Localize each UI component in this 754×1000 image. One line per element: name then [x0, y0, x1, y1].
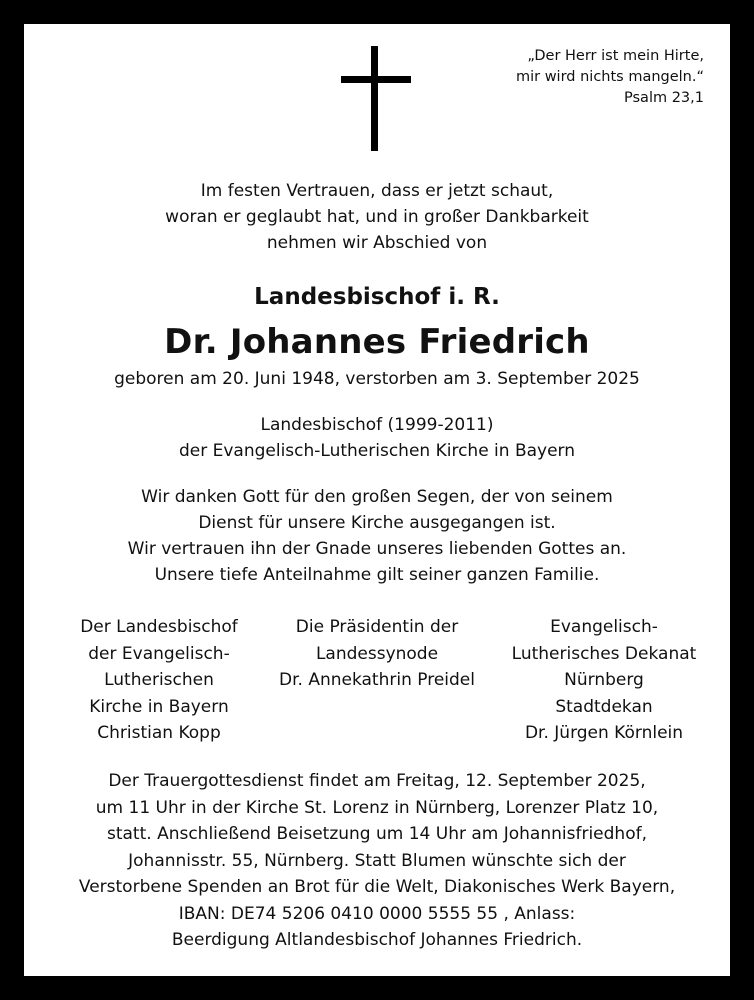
intro-text	[24, 178, 730, 256]
thanks-line: Dienst für unsere Kirche ausgegangen ist.	[198, 513, 556, 533]
signatory-praesidentin	[262, 614, 492, 694]
signatory-dekanat	[484, 614, 724, 747]
office-text	[24, 412, 730, 464]
signatory-landesbischof	[64, 614, 254, 747]
intro-line: nehmen wir Abschied von	[266, 233, 488, 253]
psalm-reference: Psalm 23,1	[624, 90, 704, 106]
thanks-line: Wir vertrauen ihn der Gnade unseres liebenden Gottes an.	[127, 539, 627, 559]
service-line: statt. Anschließend Beisetzung um 14 Uhr am Johannisfriedhof,	[106, 824, 647, 844]
signatory-line: Stadtdekan	[555, 696, 653, 717]
psalm-line: mir wird nichts mangeln.“	[515, 69, 704, 85]
signatory-line: Evangelisch-	[550, 617, 658, 637]
service-line: um 11 Uhr in der Kirche St. Lorenz in Nürnberg, Lorenzer Platz 10,	[95, 797, 659, 818]
service-info	[24, 768, 730, 954]
cross-icon	[341, 46, 411, 151]
thanks-line: Wir danken Gott für den großen Segen, der von seinem	[141, 487, 613, 507]
signatory-line: Die Präsidentin der	[295, 617, 459, 637]
service-line: Verstorbene Spenden an Brot für die Welt, Diakonisches Werk Bayern,	[78, 877, 676, 897]
psalm-quote	[516, 46, 704, 109]
service-line: Der Trauergottesdienst findet am Freitag, 12. September 2025,	[108, 771, 646, 791]
intro-line: woran er geglaubt hat, und in großer Dankbarkeit	[165, 207, 589, 227]
thanks-line: Unsere tiefe Anteilnahme gilt seiner ganzen Familie.	[154, 565, 600, 585]
service-line: Beerdigung Altlandesbischof Johannes Friedrich.	[171, 930, 583, 950]
office-line: Landesbischof (1999-2011)	[260, 415, 494, 435]
thanks-text	[24, 484, 730, 588]
signatory-line: der Evangelisch-	[88, 643, 230, 664]
signatory-line: Dr. Annekathrin Preidel	[279, 670, 475, 690]
obituary-card	[24, 24, 730, 976]
signatory-line: Der Landesbischof	[80, 617, 238, 637]
office-line: der Evangelisch-Lutherischen Kirche in Bayern	[178, 441, 576, 461]
signatory-line: Nürnberg	[564, 670, 644, 690]
deceased-title: Landesbischof i. R.	[254, 284, 500, 310]
intro-line: Im festen Vertrauen, dass er jetzt schaut,	[200, 181, 554, 201]
signatory-line: Christian Kopp	[97, 723, 221, 743]
service-line: IBAN: DE74 5206 0410 0000 5555 55 , Anlass:	[178, 903, 576, 924]
deceased-name: Dr. Johannes Friedrich	[164, 322, 590, 362]
signatory-line: Dr. Jürgen Körnlein	[524, 723, 684, 743]
psalm-line: „Der Herr ist mein Hirte,	[527, 48, 704, 64]
service-line: Johannisstr. 55, Nürnberg. Statt Blumen wünschte sich der	[128, 850, 626, 871]
signatory-line: Landessynode	[315, 643, 439, 664]
signatory-line: Lutherischen	[104, 670, 214, 690]
signatory-line: Lutherisches Dekanat	[511, 643, 697, 664]
signatory-line: Kirche in Bayern	[89, 696, 229, 717]
deceased-dates: geboren am 20. Juni 1948, verstorben am 3. September 2025	[114, 369, 640, 389]
